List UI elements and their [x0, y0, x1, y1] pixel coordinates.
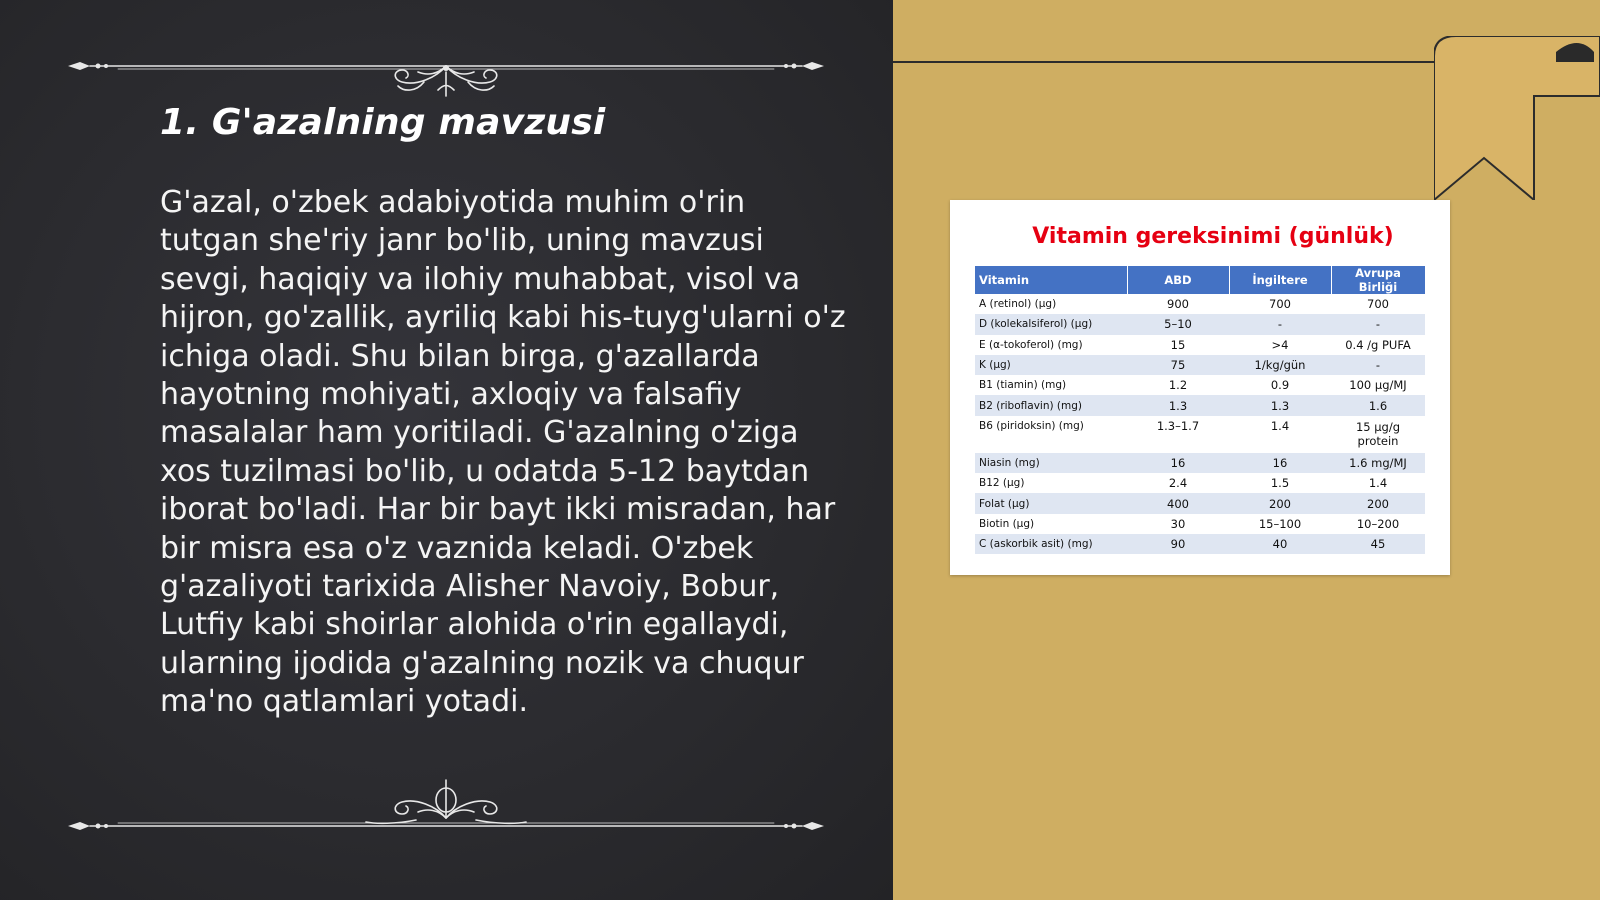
table-cell: 10–200 [1356, 516, 1400, 531]
table-cell: A (retinol) (µg) [979, 298, 1057, 311]
table-cell: - [1229, 314, 1331, 334]
table-cell: >4 [1271, 337, 1289, 352]
table-cell: 1.3 [1127, 395, 1229, 415]
header-ingiltere: İngiltere [1229, 266, 1331, 294]
table-cell: 90 [1127, 534, 1229, 554]
table-cell: C (askorbik asit) (mg) [975, 534, 1127, 554]
table-cell: 15 [1170, 337, 1186, 352]
table-cell: 1.3 [1229, 395, 1331, 415]
table-cell: Niasin (mg) [975, 453, 1127, 473]
table-cell: 1/kg/gün [1229, 355, 1331, 375]
table-cell: B12 (µg) [979, 477, 1025, 490]
bookmark-ribbon-icon [1434, 36, 1600, 200]
table-cell: Biotin (µg) [979, 517, 1035, 530]
table-row [975, 375, 1425, 395]
table-row [975, 514, 1425, 534]
bottom-ornament-icon [66, 776, 826, 836]
table-row [975, 453, 1425, 473]
table-cell: - [1331, 314, 1425, 334]
table-cell: 1.4 [1270, 418, 1290, 433]
slide-heading: 1. G'azalning mavzusi [160, 102, 606, 143]
table-cell: 0.4 /g PUFA [1345, 337, 1411, 352]
table-title: Vitamin gereksinimi (günlük) [1032, 224, 1394, 249]
table-row [975, 294, 1425, 314]
table-cell: 400 [1127, 493, 1229, 513]
table-cell: 1.6 [1331, 395, 1425, 415]
table-cell: Folat (µg) [975, 493, 1127, 513]
table-row [975, 335, 1425, 355]
table-cell: 700 [1367, 297, 1389, 312]
table-cell: B1 (tiamin) (mg) [979, 379, 1067, 392]
table-cell: 75 [1127, 355, 1229, 375]
slide-body-text: G'azal, o'zbek adabiyotida muhim o'rin tutgan she'riy janr bo'lib, uning mavzusi sevgi, haqiqiy va ilohiy muhabbat, visol va hijron, go'zallik, ayriliq kabi his-tuyg'ularni o'z ichiga oladi. Shu bilan birga, g'azallarda hayotning mohiyati, axloqiy va falsafiy masalalar ham yoritiladi. G'azalning o'ziga xos tuzilmasi bo'lib, u odatda 5-12 baytdan iborat bo'ladi. Har bir bayt ikki misradan, har bir misra esa o'z vaznida keladi. O'zbek g'azaliyoti tarixida Alisher Navoiy, Bobur, Lutfiy kabi shoirlar alohida o'rin egallaydi, ularning ijodida g'azalning nozik va chuqur ma'no qatlamlari yotadi. [160, 185, 846, 720]
table-cell: 100 µg/MJ [1349, 378, 1407, 393]
table-cell: 1.3–1.7 [1156, 418, 1200, 433]
table-cell: 200 [1229, 493, 1331, 513]
table-cell: B6 (piridoksin) (mg) [979, 419, 1084, 432]
table-cell: - [1331, 355, 1425, 375]
table-row [975, 534, 1425, 554]
table-cell: 1.5 [1270, 476, 1290, 491]
table-cell: E (α-tokoferol) (mg) [979, 338, 1083, 351]
table-cell: 5–10 [1127, 314, 1229, 334]
table-row [975, 416, 1425, 453]
table-cell: 2.4 [1168, 476, 1188, 491]
table-cell: K (µg) [975, 355, 1127, 375]
top-ornament-icon [66, 38, 826, 98]
table-row [975, 395, 1425, 415]
vitamin-table-card [950, 200, 1450, 575]
table-cell: 900 [1167, 297, 1189, 312]
table-cell: B2 (riboflavin) (mg) [975, 395, 1127, 415]
table-cell: 1.6 mg/MJ [1331, 453, 1425, 473]
table-header-row [975, 266, 1425, 294]
table-cell: 30 [1170, 516, 1186, 531]
vitamin-table [975, 266, 1426, 554]
table-row [975, 473, 1425, 493]
table-cell: 16 [1229, 453, 1331, 473]
header-vitamin: Vitamin [975, 266, 1127, 294]
header-abd: ABD [1127, 266, 1229, 294]
table-cell: D (kolekalsiferol) (µg) [975, 314, 1127, 334]
table-cell: 700 [1269, 297, 1291, 312]
table-cell: 200 [1331, 493, 1425, 513]
header-avrupa: Avrupa Birliği [1331, 266, 1425, 294]
table-row [975, 493, 1425, 513]
table-cell: 40 [1229, 534, 1331, 554]
table-cell: 1.2 [1168, 378, 1188, 393]
table-cell: 15 µg/g protein [1355, 420, 1401, 449]
table-cell: 15–100 [1258, 516, 1302, 531]
table-row [975, 355, 1425, 375]
table-cell: 0.9 [1270, 378, 1290, 393]
table-row [975, 314, 1425, 334]
table-cell: 16 [1127, 453, 1229, 473]
table-cell: 45 [1331, 534, 1425, 554]
table-cell: 1.4 [1368, 476, 1388, 491]
